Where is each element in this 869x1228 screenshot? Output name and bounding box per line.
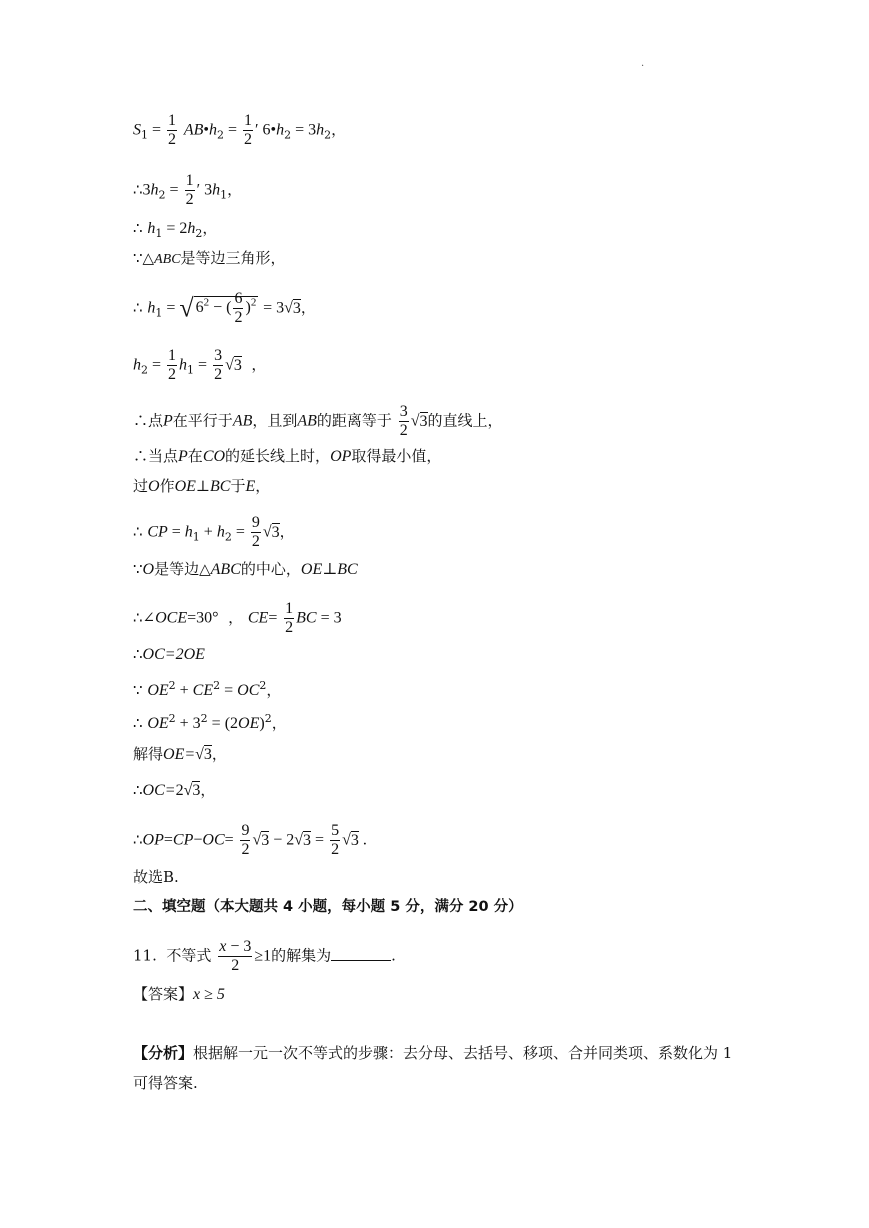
solution-line-1: $S_1$ = $\frac{1}{2}$ $AB•h_2$ = $\frac{1}{2}$ ′ $6•h_2 = 3h_2$， (133, 112, 347, 148)
analysis-line-2: 可得答案. (133, 1074, 198, 1092)
solution-line-11: ∵O是等边△ABC的中心，OE⊥BC (133, 560, 358, 578)
question-11: 11. 不等式 $\frac{x - 3}{2}$ ≥1的解集为 . (133, 938, 396, 974)
solution-line-2: $\therefore 3h_2$ = $\frac{1}{2}$ ′ $3h_1$， (133, 172, 243, 208)
solution-line-16: 解得OE=√3， (133, 745, 227, 763)
solution-line-18: ∴OP=CP−OC= $\frac{9}{2}$ √3 − 2√3 = $\frac{5}{2}$ √3 . (133, 822, 367, 858)
solution-line-9: 过O作OE⊥BC于E， (133, 477, 271, 495)
answer-blank (331, 946, 391, 961)
solution-line-10: ∴ CP = $h_1 + h_2$ = $\frac{9}{2}$ √3， (133, 514, 295, 550)
solution-line-19: 故选B. (133, 868, 179, 886)
solution-line-13: ∴OC=2OE (133, 645, 205, 663)
page-marker: . (641, 58, 645, 69)
solution-line-8: ∴当点P在CO的延长线上时，OP取得最小值， (133, 447, 442, 465)
solution-line-14: ∵ $OE^2 + CE^2 = OC^2$， (133, 679, 282, 699)
solution-line-15: ∴ $OE^2 + 3^2 = (2OE)^2$， (133, 712, 287, 732)
solution-line-7: ∴点P在平行于AB，且到AB的距离等于 $\frac{3}{2}$ √3的直线上， (133, 403, 503, 439)
solution-line-5: ∴ $h_1$ = √ $6^2$ − ( $\frac{6}{2}$ )$^2$ = 3√3， (133, 290, 316, 326)
solution-line-4: ∵△ABC是等边三角形， (133, 249, 286, 267)
section-title: 二、填空题（本大题共 4 小题，每小题 5 分，满分 20 分） (133, 899, 523, 915)
answer-line: 【答案】x ≥ 5 (133, 985, 225, 1003)
solution-line-12: ∴∠OCE=30° ， CE= $\frac{1}{2}$ BC = 3 (133, 600, 342, 636)
solution-line-17: ∴OC=2√3， (133, 781, 216, 799)
analysis-line-1: 【分析】根据解一元一次不等式的步骤：去分母、去括号、移项、合并同类项、系数化为 1 (133, 1044, 733, 1062)
solution-line-3: ∴ $h_1 = 2h_2$， (133, 219, 218, 240)
solution-line-6: $h_2$ = $\frac{1}{2}$ $h_1$ = $\frac{3}{2}$ √3 ， (133, 347, 267, 383)
